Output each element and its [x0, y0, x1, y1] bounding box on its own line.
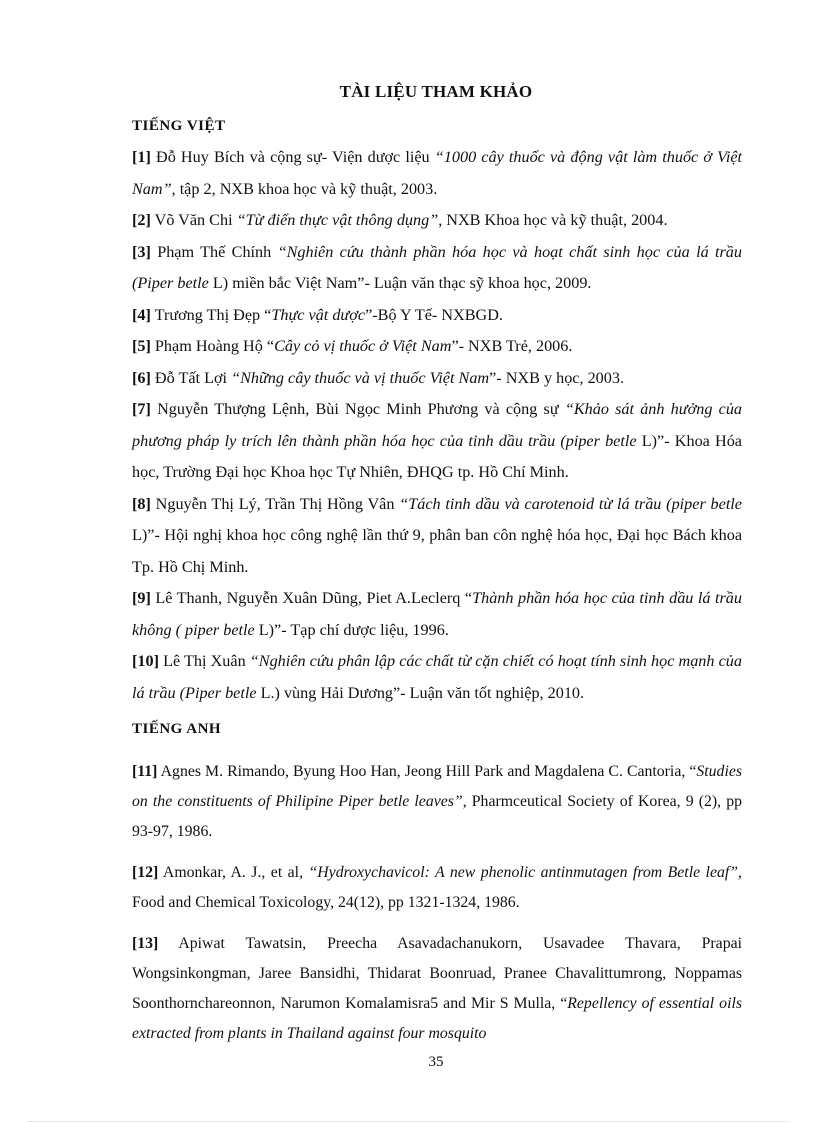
reference-number: [7] — [132, 400, 151, 418]
page-number: 35 — [428, 1054, 444, 1070]
reference-item — [132, 237, 742, 300]
reference-authors: Lê Thị Xuân — [158, 652, 250, 670]
reference-details: ”-Bộ Y Tế- NXBGD. — [365, 305, 503, 324]
reference-authors: Đỗ Tất Lợi — [150, 368, 232, 387]
reference-item — [132, 489, 742, 584]
reference-number: [5] — [132, 337, 151, 355]
reference-item — [132, 300, 742, 332]
reference-details: L)”- Tạp chí dược liệu, 1996. — [254, 620, 449, 639]
reference-title: “Những cây thuốc và vị thuốc Việt Nam — [231, 368, 490, 387]
reference-authors: Trương Thị Đẹp “ — [150, 305, 272, 324]
reference-authors: Đỗ Huy Bích và cộng sự- Viện dược liệu — [150, 148, 435, 166]
reference-title: Thực vật dược — [271, 305, 366, 324]
reference-list-english — [132, 757, 742, 1060]
reference-list-vietnamese — [132, 142, 742, 709]
reference-title: “Tách tinh dầu và carotenoid từ lá trầu (piper betle — [399, 494, 742, 513]
reference-authors: Apiwat Tawatsin, Preecha Asavadachanukorn, Usavadee Thavara, Prapai Wongsinkongman, Jaree Bansidhi, Thidarat Boonruad, Pranee Chavalittumrong, Noppamas Soonthornchareonnon, Narumon Komalamisra5 and Mir S Mulla, “ — [132, 935, 742, 1012]
reference-title: “Khảo sát ảnh hưởng của phương pháp ly trích lên thành phần hóa học của tinh dầu trầu (piper betle — [132, 400, 743, 450]
reference-item — [132, 929, 742, 1049]
reference-title: “1000 cây thuốc và động vật làm thuốc ở Việt Nam” — [132, 148, 743, 198]
reference-number: [8] — [132, 494, 151, 513]
reference-details: , NXB Khoa học và kỹ thuật, 2004. — [438, 211, 668, 229]
section-heading-vietnamese: TIẾNG VIỆT — [132, 118, 226, 134]
reference-details: , tập 2, NXB khoa học và kỹ thuật, 2003. — [171, 179, 438, 198]
reference-number: [4] — [132, 305, 151, 324]
reference-number: [2] — [132, 211, 151, 229]
reference-title: “Từ điển thực vật thông dụng” — [236, 211, 439, 229]
reference-authors: Nguyễn Thượng Lệnh, Bùi Ngọc Minh Phương và cộng sự — [150, 400, 565, 418]
page-title: TÀI LIỆU THAM KHẢO — [339, 82, 533, 101]
reference-authors: Phạm Thế Chính — [150, 242, 278, 261]
reference-number: [12] — [132, 864, 159, 881]
reference-details: L.) vùng Hải Dương”- Luận văn tốt nghiệp, 2010. — [256, 683, 585, 702]
reference-number: [9] — [132, 589, 151, 607]
reference-number: [13] — [132, 935, 159, 952]
reference-item — [132, 142, 742, 205]
reference-number: [1] — [132, 148, 151, 166]
section-heading-english: TIẾNG ANH — [132, 721, 222, 737]
reference-details: , Food and Chemical Toxicology, 24(12), pp 1321-1324, 1986. — [132, 864, 742, 911]
footer-divider — [28, 1121, 788, 1122]
reference-number: [11] — [132, 763, 158, 780]
reference-item — [132, 583, 742, 646]
reference-authors: Amonkar, A. J., et al, — [158, 864, 309, 881]
reference-number: [6] — [132, 368, 151, 387]
reference-item — [132, 363, 742, 395]
reference-title: Thành phần hóa học của tinh dầu lá trầu không ( piper betle — [132, 589, 742, 639]
reference-item — [132, 757, 742, 847]
reference-details: L)”- Hội nghị khoa học công nghệ lần thứ 9, phân ban côn nghệ hóa học, Đại học Bách khoa Tp. Hồ Chị Minh. — [132, 526, 742, 576]
reference-authors: Phạm Hoàng Hộ “ — [150, 337, 275, 355]
reference-authors: Lê Thanh, Nguyễn Xuân Dũng, Piet A.Leclerq “ — [150, 589, 473, 607]
reference-number: [3] — [132, 242, 151, 261]
reference-title: Studies on the constituents of Philipine Piper betle leaves” — [132, 763, 742, 810]
reference-number: [10] — [132, 652, 159, 670]
reference-title: “Nghiên cứu thành phần hóa học và hoạt chất sinh học của lá trầu (Piper betle — [132, 242, 742, 292]
reference-item — [132, 394, 742, 489]
reference-title: “Nghiên cứu phân lập các chất từ cặn chiết có hoạt tính sinh học mạnh của lá trầu (Piper betle — [132, 652, 742, 702]
reference-item — [132, 646, 742, 709]
reference-details: , Pharmceutical Society of Korea, 9 (2), pp 93-97, 1986. — [132, 793, 742, 840]
reference-details: L) miền bắc Việt Nam”- Luận văn thạc sỹ khoa học, 2009. — [208, 274, 592, 292]
reference-title: Cây cỏ vị thuốc ở Việt Nam — [274, 337, 452, 355]
reference-authors: Agnes M. Rimando, Byung Hoo Han, Jeong Hill Park and Magdalena C. Cantoria, “ — [157, 763, 697, 780]
reference-details: ”- NXB y học, 2003. — [489, 368, 624, 387]
reference-authors: Nguyễn Thị Lý, Trần Thị Hồng Vân — [150, 494, 400, 513]
reference-authors: Võ Văn Chi — [150, 211, 237, 229]
reference-item — [132, 331, 742, 363]
reference-item — [132, 205, 742, 237]
reference-title: Repellency of essential oils extracted from plants in Thailand against four mosquito — [132, 995, 743, 1042]
reference-title: “Hydroxychavicol: A new phenolic antinmutagen from Betle leaf” — [308, 864, 739, 881]
reference-item — [132, 858, 742, 918]
reference-details: ”- NXB Trẻ, 2006. — [451, 337, 573, 355]
reference-details: L)”- Khoa Hóa học, Trường Đại học Khoa học Tự Nhiên, ĐHQG tp. Hồ Chí Minh. — [132, 431, 742, 481]
